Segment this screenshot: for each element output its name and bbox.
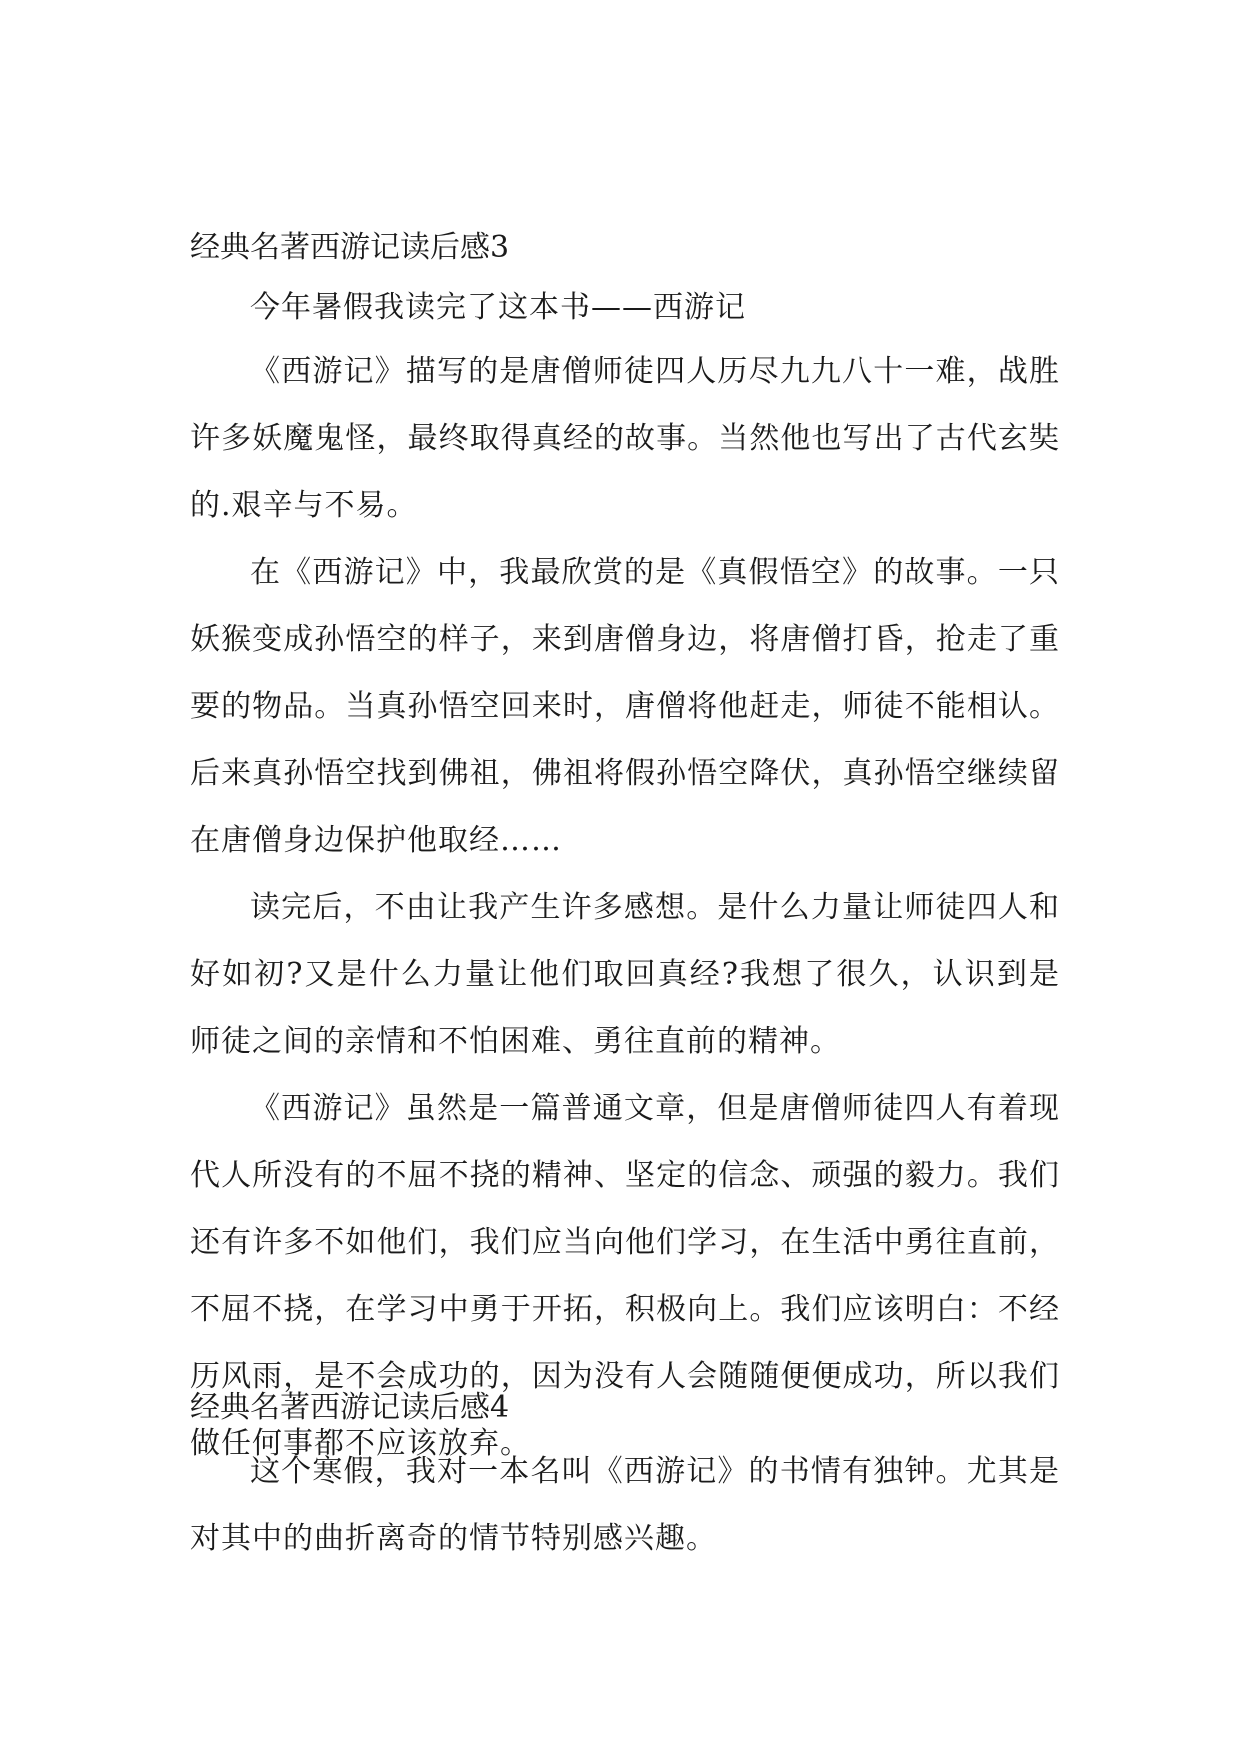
paragraph: 在《西游记》中，我最欣赏的是《真假悟空》的故事。一只妖猴变成孙悟空的样子，来到唐僧身边，将唐僧打昏，抢走了重要的物品。当真孙悟空回来时，唐僧将他赶走，师徒不能相认。后来真孙悟空找到佛祖，佛祖将假孙悟空降伏，真孙悟空继续留在唐僧身边保护他取经…… [190,555,1060,858]
essay-section-4 [190,1378,1060,1572]
paragraph: 这个寒假，我对一本名叫《西游记》的书情有独钟。尤其是对其中的曲折离奇的情节特别感兴趣。 [190,1454,1060,1556]
section-title: 经典名著西游记读后感4 [190,1390,510,1425]
paragraph: 读完后，不由让我产生许多感想。是什么力量让师徒四人和好如初?又是什么力量让他们取回真经?我想了很久，认识到是师徒之间的亲情和不怕困难、勇往直前的精神。 [190,890,1060,1059]
essay-section-3 [190,218,1060,1477]
paragraph: 《西游记》描写的是唐僧师徒四人历尽九九八十一难，战胜许多妖魔鬼怪，最终取得真经的故事。当然他也写出了古代玄奘的.艰辛与不易。 [190,354,1060,523]
paragraph: 《西游记》虽然是一篇普通文章，但是唐僧师徒四人有着现代人所没有的不屈不挠的精神、坚定的信念、顽强的毅力。我们还有许多不如他们，我们应当向他们学习，在生活中勇往直前，不屈不挠，在学习中勇于开拓，积极向上。我们应该明白：不经历风雨，是不会成功的，因为没有人会随随便便成功，所以我们做任何事都不应该放弃。 [190,1091,1060,1461]
section-title: 经典名著西游记读后感3 [190,230,510,265]
paragraph: 今年暑假我读完了这本书——西游记 [250,290,746,325]
